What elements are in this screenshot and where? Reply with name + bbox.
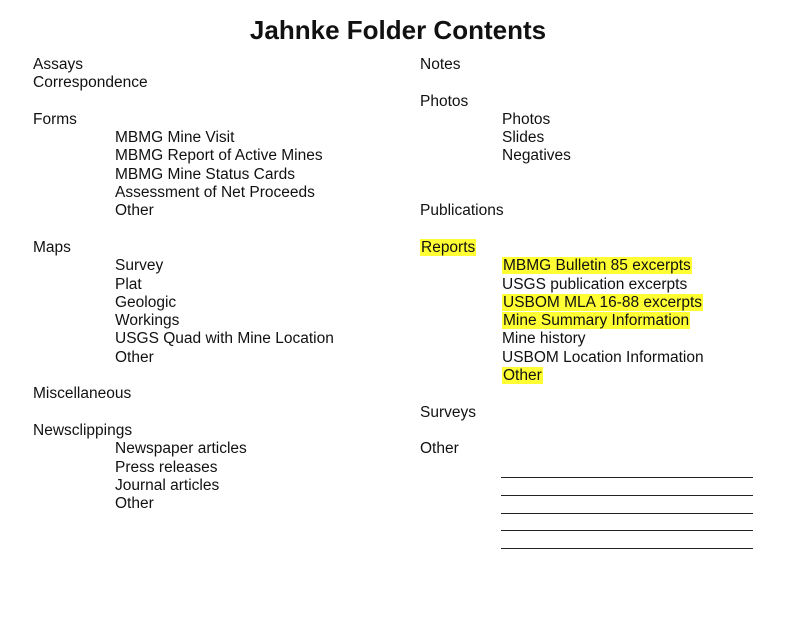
blank-line [501, 478, 753, 496]
category-surveys: Surveys [420, 403, 476, 421]
reports-item: USGS publication excerpts [502, 275, 688, 293]
reports-item [420, 294, 790, 312]
highlighted-reports-item: MBMG Bulletin 85 excerpts [503, 257, 691, 275]
maps-item: Plat [115, 275, 142, 293]
blank-write-in-lines [420, 461, 790, 549]
category-forms: Forms [33, 110, 77, 128]
forms-item: Assessment of Net Proceeds [115, 184, 315, 202]
category-other: Other [420, 440, 459, 458]
blank-line [501, 531, 753, 549]
category-maps: Maps [33, 238, 71, 256]
category-miscellaneous: Miscellaneous [33, 385, 132, 403]
forms-item: MBMG Report of Active Mines [115, 147, 323, 165]
reports-item [420, 257, 790, 275]
right-column [420, 56, 790, 549]
left-column [33, 56, 393, 513]
blank-line [501, 514, 753, 532]
newsclippings-item: Journal articles [115, 476, 220, 494]
highlighted-reports-item: Other [503, 367, 542, 385]
category-newsclippings: Newsclippings [33, 421, 133, 439]
reports-item [420, 367, 790, 385]
reports-item [420, 312, 790, 330]
reports-item: Mine history [502, 330, 586, 348]
photos-item: Negatives [502, 147, 571, 165]
maps-item: Geologic [115, 293, 177, 311]
forms-item: MBMG Mine Status Cards [115, 165, 296, 183]
forms-item: MBMG Mine Visit [115, 129, 235, 147]
category-assays: Assays [33, 56, 83, 73]
highlighted-reports-item: USBOM MLA 16-88 excerpts [503, 293, 702, 311]
forms-item: Other [115, 202, 154, 220]
newsclippings-item: Newspaper articles [115, 440, 247, 458]
highlighted-reports-item: Mine Summary Information [503, 312, 690, 330]
highlighted-reports-heading: Reports [421, 238, 476, 256]
maps-item: Workings [115, 312, 180, 330]
newsclippings-item: Other [115, 495, 154, 513]
photos-item: Slides [502, 129, 545, 147]
maps-item: Survey [115, 257, 164, 275]
blank-line [501, 496, 753, 514]
newsclippings-item: Press releases [115, 458, 218, 476]
page-title: Jahnke Folder Contents [249, 15, 547, 45]
maps-item: Other [115, 348, 154, 366]
photos-item: Photos [502, 110, 551, 128]
blank-line [501, 461, 753, 479]
category-publications: Publications [420, 202, 504, 220]
category-correspondence: Correspondence [33, 74, 148, 92]
category-photos: Photos [420, 92, 469, 110]
reports-item: USBOM Location Information [502, 348, 704, 366]
maps-item: USGS Quad with Mine Location [115, 330, 334, 348]
category-reports [420, 239, 790, 257]
category-notes: Notes [420, 56, 461, 73]
